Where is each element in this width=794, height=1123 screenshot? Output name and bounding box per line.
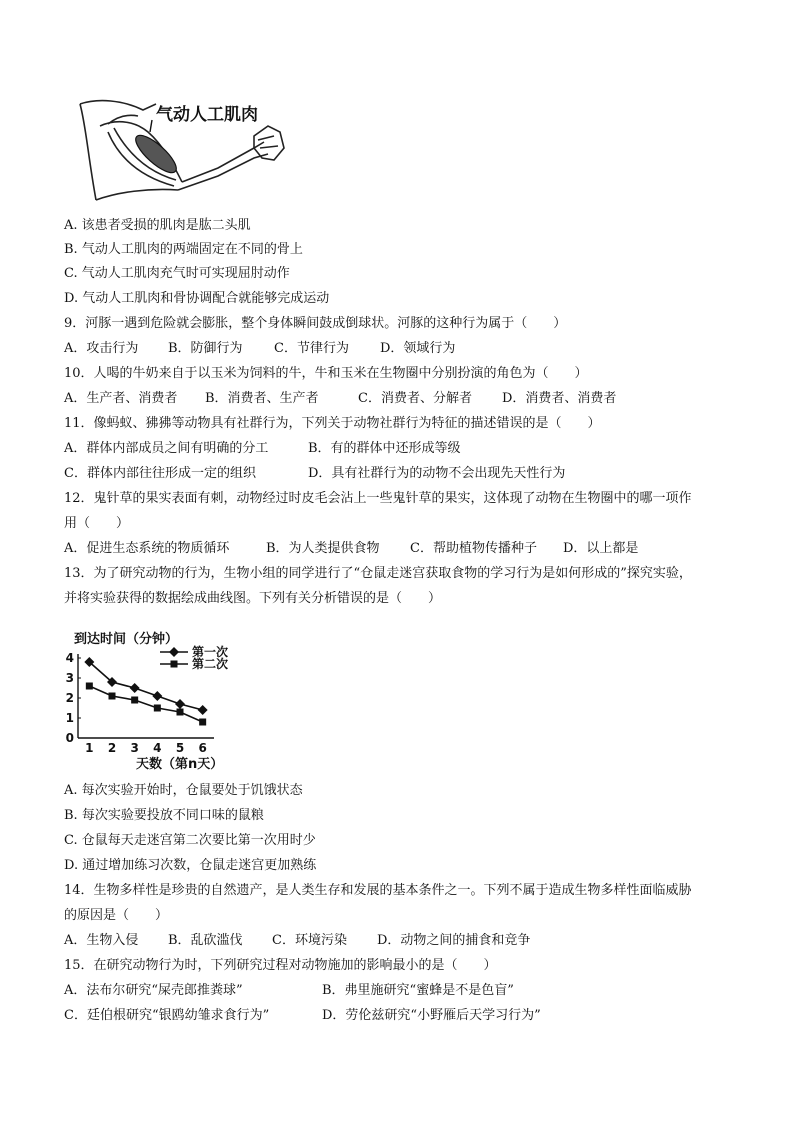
data-point-square	[199, 719, 206, 726]
q9-option-b: B．防御行为	[168, 341, 243, 356]
q14-stem-line1: 14．生物多样性是珍贵的自然遗产，是人类生存和发展的基本条件之一。下列不属于造成生物多样性面临威胁	[64, 883, 692, 898]
q11-option-c: C．群体内部往往形成一定的组织	[64, 466, 256, 481]
q15-option-d: D．劳伦兹研究“小野雁后天学习行为”	[322, 1008, 541, 1023]
data-point-diamond	[175, 699, 185, 709]
y-tick-label: 4	[65, 651, 74, 665]
data-point-square	[177, 709, 184, 716]
q12-stem-line1: 12．鬼针草的果实表面有刺，动物经过时皮毛会沾上一些鬼针草的果实，这体现了动物在生物圈中的哪一项作	[64, 491, 692, 506]
x-tick-label: 5	[175, 741, 185, 755]
q9-option-a: A．攻击行为	[64, 341, 139, 356]
data-point-diamond	[152, 691, 162, 701]
x-tick-label: 2	[107, 741, 117, 755]
q13-stem-line1: 13．为了研究动物的行为，生物小组的同学进行了“仓鼠走迷宫获取食物的学习行为是如何形成的”探究实验，	[64, 566, 692, 581]
q13-option-d: D. 通过增加练习次数，仓鼠走迷宫更加熟练	[64, 858, 317, 873]
q11-stem: 11．像蚂蚁、狒狒等动物具有社群行为，下列关于动物社群行为特征的描述错误的是（ ）	[64, 416, 601, 431]
q14-option-b: B．乱砍滥伐	[168, 933, 243, 948]
q15-option-c: C．廷伯根研究“银鸥幼雏求食行为”	[64, 1008, 270, 1023]
q8-option-d: D. 气动人工肌肉和骨协调配合就能够完成运动	[64, 291, 330, 306]
y-tick-label: 3	[65, 671, 74, 685]
q10-option-c: C．消费者、分解者	[358, 391, 472, 406]
q10-option-a: A．生产者、消费者	[64, 391, 178, 406]
q9-option-d: D．领域行为	[380, 341, 456, 356]
chart-title: 到达时间（分钟）	[74, 632, 179, 647]
data-point-diamond	[169, 647, 179, 657]
q15-option-b: B．弗里施研究“蜜蜂是不是色盲”	[322, 983, 514, 998]
q14-option-d: D．动物之间的捕食和竞争	[377, 933, 531, 948]
q13-option-b: B. 每次实验要投放不同口味的鼠粮	[64, 808, 264, 823]
x-axis-label: 天数（第n天）	[136, 757, 224, 770]
arm-illustration	[78, 96, 288, 206]
data-point-square	[154, 705, 161, 712]
q12-option-b: B．为人类提供食物	[266, 541, 380, 556]
q10-stem: 10．人喝的牛奶来自于以玉米为饲料的牛，牛和玉米在生物圈中分别扮演的角色为（ ）	[64, 366, 588, 381]
data-point-square	[131, 697, 138, 704]
q10-option-d: D．消费者、消费者	[502, 391, 617, 406]
series-line-1	[89, 662, 202, 710]
q12-option-d: D．以上都是	[563, 541, 639, 556]
maze-line-chart	[64, 628, 274, 770]
q14-option-a: A．生物入侵	[64, 933, 139, 948]
data-point-square	[171, 661, 178, 668]
y-tick-label: 0	[65, 731, 74, 745]
q15-option-a: A．法布尔研究“屎壳郎推粪球”	[64, 983, 243, 998]
q11-option-b: B．有的群体中还形成等级	[308, 441, 461, 456]
q8-option-c: C. 气动人工肌肉充气时可实现屈肘动作	[64, 266, 290, 281]
q13-option-a: A. 每次实验开始时，仓鼠要处于饥饿状态	[64, 783, 303, 798]
data-point-square	[109, 693, 116, 700]
q12-option-a: A．促进生态系统的物质循环	[64, 541, 230, 556]
q15-stem: 15．在研究动物行为时，下列研究过程对动物施加的影响最小的是（ ）	[64, 958, 497, 973]
q8-option-b: B. 气动人工肌肉的两端固定在不同的骨上	[64, 242, 303, 257]
legend-label: 第一次	[192, 645, 229, 659]
q14-option-c: C．环境污染	[272, 933, 347, 948]
q11-option-d: D．具有社群行为的动物不会出现先天性行为	[308, 466, 566, 481]
data-point-square	[86, 683, 93, 690]
q10-option-b: B．消费者、生产者	[205, 391, 319, 406]
q9-option-c: C．节律行为	[274, 341, 349, 356]
q13-stem-line2: 并将实验获得的数据绘成曲线图。下列有关分析错误的是（ ）	[64, 591, 442, 606]
q12-option-c: C．帮助植物传播种子	[410, 541, 537, 556]
q12-stem-line2: 用（ ）	[64, 516, 130, 531]
x-tick-label: 6	[198, 741, 207, 755]
pneumatic-muscle-shape	[131, 130, 182, 178]
q9-stem: 9．河豚一遇到危险就会膨胀，整个身体瞬间鼓成倒球状。河豚的这种行为属于（ ）	[64, 316, 567, 331]
legend-label: 第二次	[192, 657, 229, 671]
y-tick-label: 1	[65, 711, 74, 725]
x-tick-label: 1	[85, 741, 94, 755]
chart-svg	[64, 628, 274, 770]
x-tick-label: 4	[153, 741, 162, 755]
q14-stem-line2: 的原因是（ ）	[64, 908, 169, 923]
q8-option-a: A. 该患者受损的肌肉是肱二头肌	[64, 218, 251, 233]
q13-option-c: C. 仓鼠每天走迷宫第二次要比第一次用时少	[64, 833, 316, 848]
artificial-muscle-figure	[78, 96, 288, 206]
x-tick-label: 3	[130, 741, 139, 755]
q11-option-a: A．群体内部成员之间有明确的分工	[64, 441, 269, 456]
pneumatic-muscle-label: 气动人工肌肉	[156, 105, 258, 125]
data-point-diamond	[198, 705, 208, 715]
y-tick-label: 2	[65, 691, 74, 705]
data-point-diamond	[130, 683, 140, 693]
